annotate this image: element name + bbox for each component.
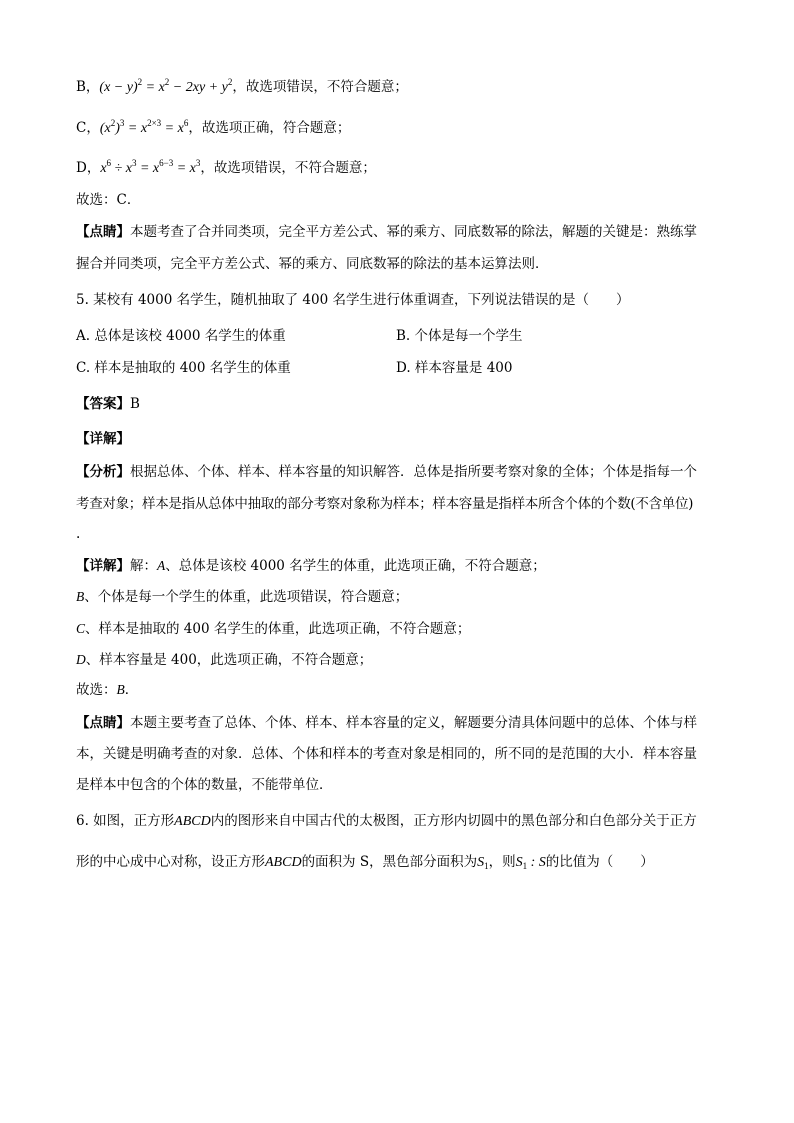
q5-detail-d-letter: D (76, 652, 86, 667)
q5-detail-tag: 【详解】 (76, 558, 130, 574)
q5-detail-b-text: 、个体是每一个学生的体重，此选项错误，符合题意； (84, 589, 409, 605)
q5-detail-b-letter: B (76, 589, 85, 604)
q6-text2d: 的比值为（ ） (545, 854, 654, 870)
q5-detail-a-text: 、总体是该校 4000 名学生的体重，此选项正确，不符合题意； (165, 558, 546, 574)
q5-comment-text1: 本题主要考查了总体、个体、样本、样本容量的定义，解题要分清具体问题中的总体、个体与样 (130, 715, 697, 731)
q5-comment-line3: 是样本中包含的个体的数量，不能带单位． (76, 777, 333, 793)
q5-option-a: A. 总体是该校 4000 名学生的体重 (76, 328, 286, 344)
question-6-line2 (76, 852, 654, 876)
formula-b: $(x - y)^2 = x^2 - 2xy + y^2$ (99, 77, 233, 95)
formula-d: $x^6 \div x^3 = x^{6-3} = x^3$ (100, 158, 201, 176)
q6-ratio: $S_1$ : S (515, 855, 546, 871)
q4-comment-line1 (76, 222, 697, 242)
q6-text2a: 形的中心成中心对称，设正方形 (76, 854, 265, 870)
q5-detail-c-letter: C (76, 621, 86, 636)
q4-choice: 故选：C． (76, 192, 141, 208)
q5-analysis-line1 (76, 462, 697, 482)
q5-detail-a (76, 556, 546, 576)
q5-answer-value: B (130, 396, 140, 412)
q5-answer (76, 394, 140, 414)
q5-detail-d (76, 650, 372, 670)
q6-text2c: ，则 (488, 854, 516, 870)
option-b-verdict: ，故选项错误，不符合题意； (232, 79, 408, 95)
q4-comment-tag: 【点睛】 (76, 224, 130, 240)
option-c-explanation (76, 113, 350, 139)
q5-option-b: B. 个体是每一个学生 (396, 328, 523, 344)
q5-detail-c-text: 、样本是抽取的 400 名学生的体重，此选项正确，不符合题意； (85, 621, 471, 637)
q4-comment-text1: 本题考查了合并同类项，完全平方差公式、幂的乘方、同底数幂的除法，解题的关键是：熟练掌 (130, 224, 697, 240)
q6-text1b: 内的图形来自中国古代的太极图，正方形内切圆中的黑色部分和白色部分关于正方 (210, 813, 697, 829)
q5-detail-heading: 【详解】 (76, 431, 130, 447)
q5-detail-c (76, 619, 470, 639)
option-d-verdict: ，故选项错误，不符合题意； (200, 160, 376, 176)
option-b-label: B， (76, 79, 100, 95)
option-c-verdict: ，故选项正确，符合题意； (188, 120, 351, 136)
q6-text2b: 的面积为 S，黑色部分面积为 (301, 854, 478, 870)
q5-choice-letter: B (116, 682, 125, 697)
option-b-explanation (76, 72, 408, 98)
q5-option-d: D. 样本容量是 400 (396, 360, 513, 376)
q5-analysis-line3: . (76, 526, 81, 542)
q6-s1-symbol: $S_1$ (477, 855, 489, 871)
option-d-label: D， (76, 160, 101, 176)
q6-square-name: ABCD (174, 814, 211, 829)
q5-detail-d-text: 、样本容量是 400，此选项正确，不符合题意； (85, 652, 373, 668)
q5-analysis-tag: 【分析】 (76, 464, 130, 480)
q5-detail-b (76, 587, 408, 607)
q5-answer-tag: 【答案】 (76, 396, 130, 412)
q5-detail-prefix: 解： (130, 558, 157, 574)
q6-square-name-2: ABCD (265, 855, 302, 870)
q5-choice-prefix: 故选： (76, 682, 117, 698)
question-5-stem: 5. 某校有 4000 名学生，随机抽取了 400 名学生进行体重调查，下列说法错误的是（ ） (76, 292, 630, 308)
option-d-explanation (76, 153, 376, 179)
q5-analysis-text1: 根据总体、个体、样本、样本容量的知识解答．总体是指所要考察对象的全体；个体是指每一个 (130, 464, 697, 480)
q5-detail-a-letter: A (157, 558, 166, 573)
q5-comment-tag: 【点睛】 (76, 715, 130, 731)
q6-text1a: 6. 如图，正方形 (76, 813, 175, 829)
q5-comment-line1 (76, 713, 697, 733)
formula-c: $(x^2)^3 = x^{2\times 3} = x^6$ (99, 118, 189, 136)
q4-comment-line2: 握合并同类项，完全平方差公式、幂的乘方、同底数幂的除法的基本运算法则． (76, 256, 549, 272)
q5-analysis-line2: 考查对象；样本是指从总体中抽取的部分考察对象称为样本；样本容量是指样本所含个体的个数(不含单位) (76, 496, 694, 512)
q5-choice-suffix: ． (124, 682, 139, 698)
q5-choice (76, 680, 138, 700)
question-6-line1 (76, 811, 697, 832)
q5-comment-line2: 本，关键是明确考查的对象．总体、个体和样本的考查对象是相同的，所不同的是范围的大小．样本容量 (76, 746, 697, 762)
option-c-label: C， (76, 120, 100, 136)
q5-option-c: C. 样本是抽取的 400 名学生的体重 (76, 360, 291, 376)
